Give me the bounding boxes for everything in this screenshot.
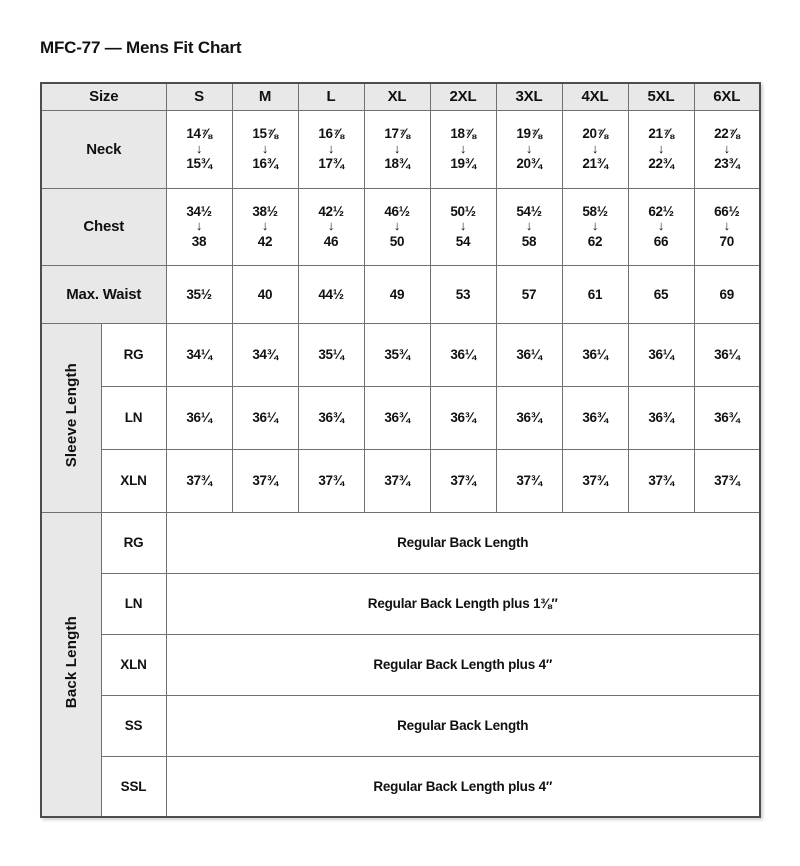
size-col-header-5xl: 5XL [628, 83, 694, 110]
size-col-header-m: M [232, 83, 298, 110]
neck-label: Neck [41, 110, 166, 188]
sleeve-cell: 37¾ [496, 449, 562, 512]
size-col-header-4xl: 4XL [562, 83, 628, 110]
max-waist-cell: 57 [496, 265, 562, 323]
sleeve-cell: 36¾ [298, 386, 364, 449]
down-arrow-icon: ↓ [195, 140, 203, 156]
max-waist-cell: 44½ [298, 265, 364, 323]
sleeve-length-label: Sleeve Length [41, 323, 101, 512]
chest-cell: 54½ ↓ 58 [496, 188, 562, 265]
down-arrow-icon: ↓ [525, 140, 533, 156]
sleeve-cell: 36¼ [232, 386, 298, 449]
back-code-xln: XLN [101, 634, 166, 695]
fit-chart-table [40, 82, 761, 818]
down-arrow-icon: ↓ [459, 218, 467, 234]
max-waist-cell: 69 [694, 265, 760, 323]
sleeve-rg-row [41, 323, 760, 386]
sleeve-cell: 36¼ [166, 386, 232, 449]
sleeve-code-xln: XLN [101, 449, 166, 512]
chest-row [41, 188, 760, 265]
sleeve-cell: 37¾ [232, 449, 298, 512]
down-arrow-icon: ↓ [261, 140, 269, 156]
back-length-text: Regular Back Length [166, 512, 760, 573]
neck-cell: 17⅞ ↓ 18¾ [364, 110, 430, 188]
down-arrow-icon: ↓ [393, 140, 401, 156]
chest-cell: 50½ ↓ 54 [430, 188, 496, 265]
back-ssl-row [41, 756, 760, 817]
sleeve-cell: 37¾ [694, 449, 760, 512]
sleeve-cell: 37¾ [364, 449, 430, 512]
down-arrow-icon: ↓ [261, 218, 269, 234]
size-col-header-6xl: 6XL [694, 83, 760, 110]
neck-cell: 18⅞ ↓ 19¾ [430, 110, 496, 188]
back-ss-row [41, 695, 760, 756]
sleeve-cell: 37¾ [430, 449, 496, 512]
down-arrow-icon: ↓ [459, 140, 467, 156]
sleeve-cell: 36¼ [430, 323, 496, 386]
chest-cell: 58½ ↓ 62 [562, 188, 628, 265]
down-arrow-icon: ↓ [723, 218, 730, 234]
max-waist-cell: 65 [628, 265, 694, 323]
chest-cell: 34½ ↓ 38 [166, 188, 232, 265]
max-waist-cell: 53 [430, 265, 496, 323]
neck-cell: 20⅞ ↓ 21¾ [562, 110, 628, 188]
neck-row [41, 110, 760, 188]
back-length-text: Regular Back Length plus 4″ [166, 634, 760, 695]
back-code-ssl: SSL [101, 756, 166, 817]
back-length-text: Regular Back Length plus 1⅜″ [166, 573, 760, 634]
sleeve-cell: 36¼ [496, 323, 562, 386]
max-waist-cell: 49 [364, 265, 430, 323]
header-row [41, 83, 760, 110]
sleeve-cell: 36¾ [430, 386, 496, 449]
sleeve-cell: 34¾ [232, 323, 298, 386]
size-col-header-3xl: 3XL [496, 83, 562, 110]
down-arrow-icon: ↓ [525, 218, 533, 234]
sleeve-code-rg: RG [101, 323, 166, 386]
down-arrow-icon: ↓ [195, 218, 203, 234]
chest-cell: 42½ ↓ 46 [298, 188, 364, 265]
down-arrow-icon: ↓ [591, 218, 599, 234]
sleeve-cell: 37¾ [562, 449, 628, 512]
neck-cell: 21⅞ ↓ 22¾ [628, 110, 694, 188]
back-length-text: Regular Back Length plus 4″ [166, 756, 760, 817]
back-ln-row [41, 573, 760, 634]
down-arrow-icon: ↓ [657, 218, 665, 234]
chest-cell: 46½ ↓ 50 [364, 188, 430, 265]
back-length-text: Regular Back Length [166, 695, 760, 756]
sleeve-cell: 36¼ [694, 323, 760, 386]
sleeve-cell: 35¼ [298, 323, 364, 386]
chest-cell: 38½ ↓ 42 [232, 188, 298, 265]
sleeve-cell: 36¾ [694, 386, 760, 449]
max-waist-cell: 40 [232, 265, 298, 323]
down-arrow-icon: ↓ [657, 140, 665, 156]
size-header-cell: Size [41, 83, 166, 110]
neck-cell: 22⅞ ↓ 23¾ [694, 110, 760, 188]
size-col-header-xl: XL [364, 83, 430, 110]
max-waist-label: Max. Waist [41, 265, 166, 323]
down-arrow-icon: ↓ [327, 140, 335, 156]
neck-cell: 19⅞ ↓ 20¾ [496, 110, 562, 188]
down-arrow-icon: ↓ [723, 140, 730, 156]
sleeve-cell: 36¾ [496, 386, 562, 449]
back-code-rg: RG [101, 512, 166, 573]
back-rg-row [41, 512, 760, 573]
size-col-header-l: L [298, 83, 364, 110]
max-waist-row [41, 265, 760, 323]
sleeve-cell: 36¼ [628, 323, 694, 386]
chest-cell: 62½ ↓ 66 [628, 188, 694, 265]
neck-cell: 15⅞ ↓ 16¾ [232, 110, 298, 188]
sleeve-cell: 37¾ [298, 449, 364, 512]
back-length-label: Back Length [41, 512, 101, 817]
back-code-ss: SS [101, 695, 166, 756]
sleeve-ln-row [41, 386, 760, 449]
down-arrow-icon: ↓ [393, 218, 401, 234]
size-col-header-2xl: 2XL [430, 83, 496, 110]
neck-cell: 16⅞ ↓ 17¾ [298, 110, 364, 188]
down-arrow-icon: ↓ [591, 140, 599, 156]
sleeve-cell: 37¾ [166, 449, 232, 512]
max-waist-cell: 61 [562, 265, 628, 323]
sleeve-cell: 35¾ [364, 323, 430, 386]
sleeve-code-ln: LN [101, 386, 166, 449]
sleeve-cell: 37¾ [628, 449, 694, 512]
page-title: MFC-77 — Mens Fit Chart [40, 38, 242, 57]
max-waist-cell: 35½ [166, 265, 232, 323]
sleeve-cell: 34¼ [166, 323, 232, 386]
sleeve-cell: 36¾ [562, 386, 628, 449]
sleeve-cell: 36¼ [562, 323, 628, 386]
size-col-header-s: S [166, 83, 232, 110]
sleeve-cell: 36¾ [628, 386, 694, 449]
chest-label: Chest [41, 188, 166, 265]
back-code-ln: LN [101, 573, 166, 634]
neck-cell: 14⅞ ↓ 15¾ [166, 110, 232, 188]
back-xln-row [41, 634, 760, 695]
chest-cell: 66½ ↓ 70 [694, 188, 760, 265]
sleeve-cell: 36¾ [364, 386, 430, 449]
sleeve-xln-row [41, 449, 760, 512]
down-arrow-icon: ↓ [327, 218, 335, 234]
